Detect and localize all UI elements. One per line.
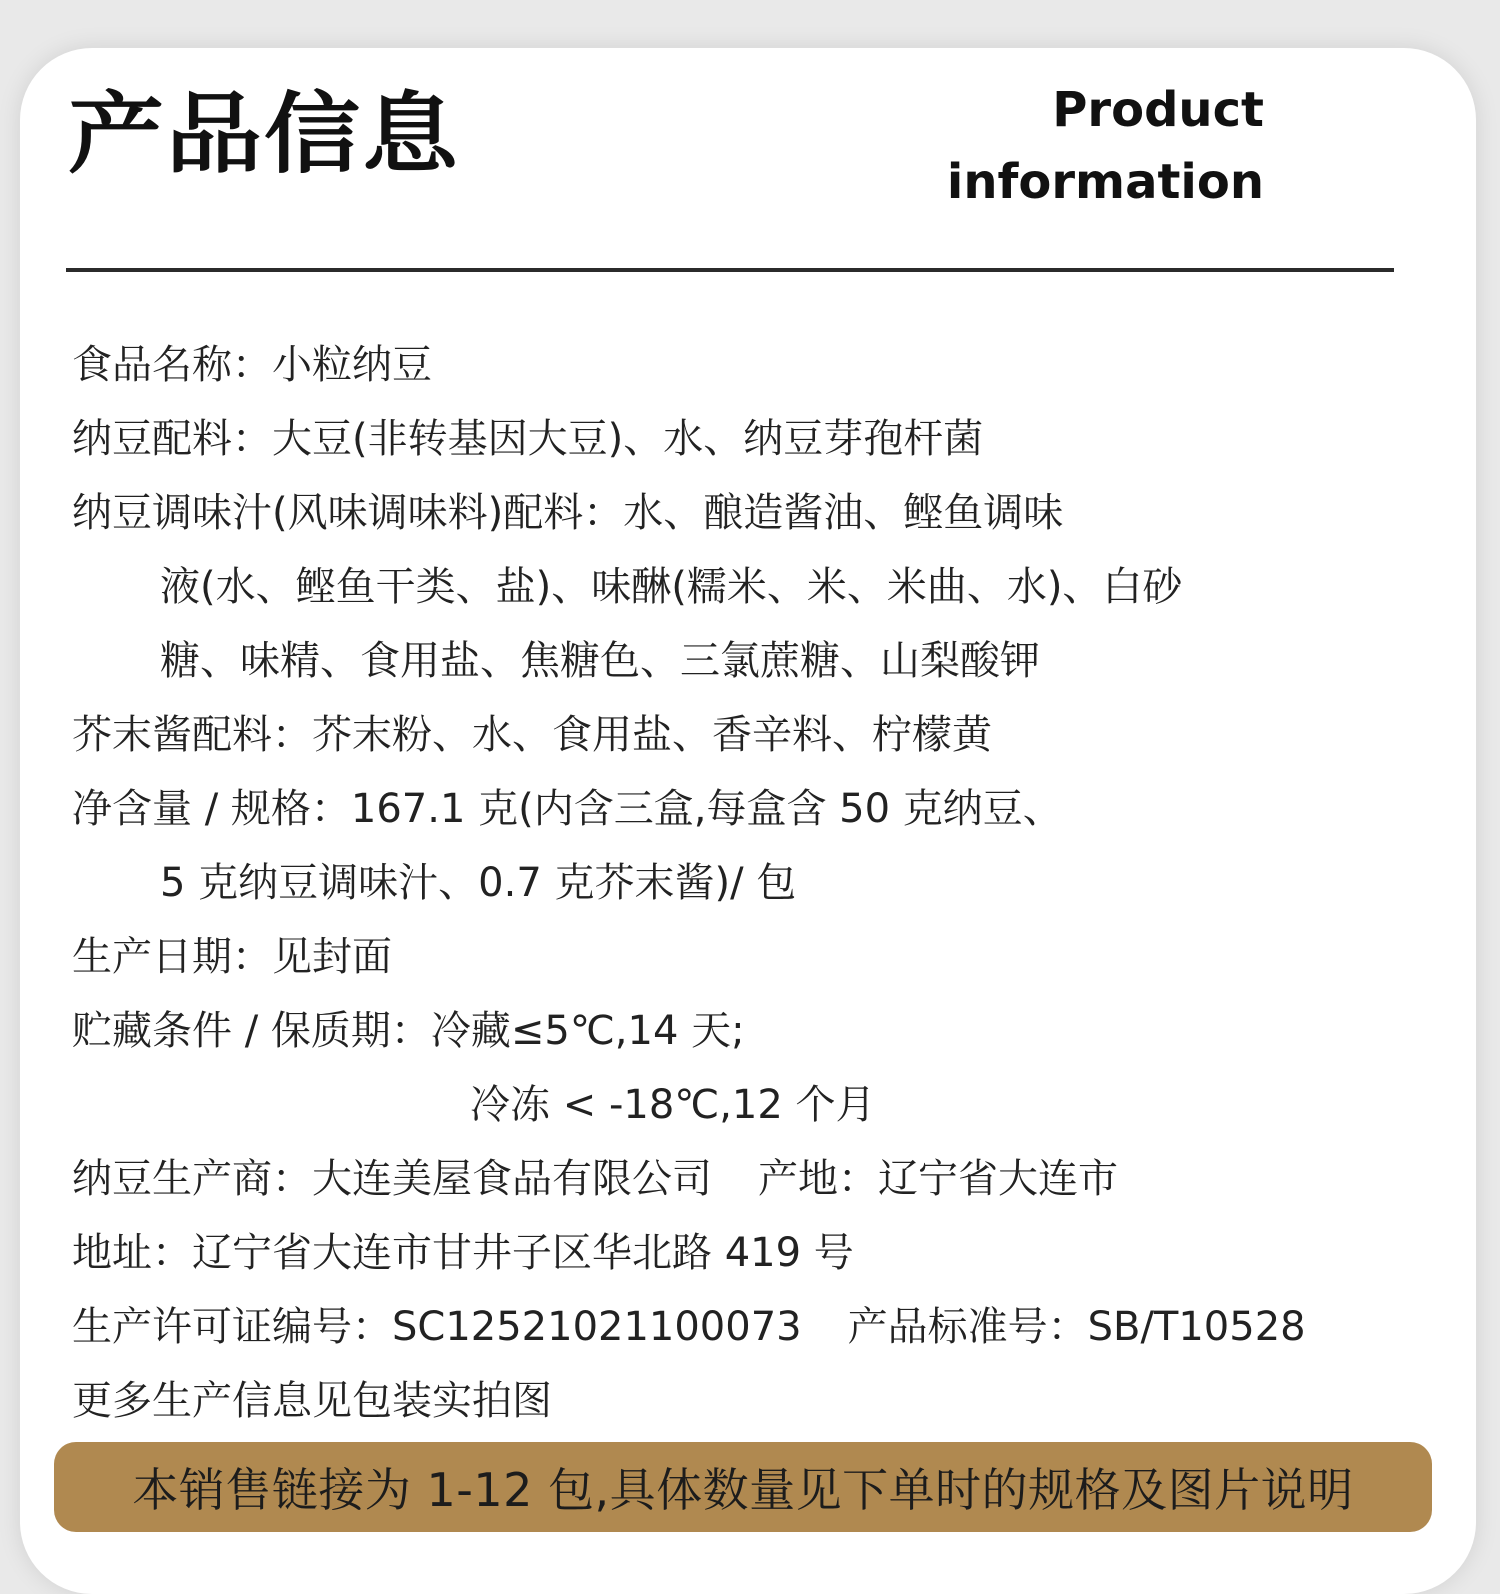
product-info-card (20, 48, 1476, 1594)
info-standard: 产品标准号：SB/T10528 (847, 1304, 1306, 1350)
info-list (72, 328, 1306, 1438)
page-title: 产品信息 (68, 82, 460, 186)
info-storage-2: 冷冻 < -18℃,12 个月 (470, 1082, 876, 1128)
info-production-date: 生产日期：见封面 (72, 934, 392, 980)
info-license: 生产许可证编号：SC12521021100073 (72, 1304, 802, 1350)
page-title-english (947, 74, 1264, 218)
info-manufacturer: 纳豆生产商：大连美屋食品有限公司 (72, 1156, 712, 1202)
info-natto-ingredients: 纳豆配料：大豆(非转基因大豆)、水、纳豆芽孢杆菌 (72, 416, 984, 462)
sales-notice-banner (54, 1442, 1432, 1532)
title-en-line-2: information (946, 154, 1264, 210)
info-sauce-ingredients-2: 液(水、鲣鱼干类、盐)、味醂(糯米、米、米曲、水)、白砂 (160, 564, 1183, 610)
title-en-line-1: Product (1052, 82, 1264, 138)
info-storage-1: 贮藏条件 / 保质期：冷藏≤5℃,14 天; (72, 1008, 745, 1054)
info-sauce-ingredients-1: 纳豆调味汁(风味调味料)配料：水、酿造酱油、鲣鱼调味 (72, 490, 1064, 536)
info-net-content-1: 净含量 / 规格：167.1 克(内含三盒,每盒含 50 克纳豆、 (72, 786, 1063, 832)
sales-notice-text: 本销售链接为 1-12 包,具体数量见下单时的规格及图片说明 (132, 1463, 1354, 1517)
info-more: 更多生产信息见包装实拍图 (72, 1378, 552, 1424)
info-license-row (72, 1290, 1306, 1364)
header-divider (66, 268, 1394, 272)
info-food-name: 食品名称：小粒纳豆 (72, 342, 432, 388)
info-net-content-2: 5 克纳豆调味汁、0.7 克芥末酱)/ 包 (160, 860, 797, 906)
info-origin: 产地：辽宁省大连市 (758, 1156, 1118, 1202)
info-sauce-ingredients-3: 糖、味精、食用盐、焦糖色、三氯蔗糖、山梨酸钾 (160, 638, 1040, 684)
info-manufacturer-row (72, 1142, 1306, 1216)
info-mustard-ingredients: 芥末酱配料：芥末粉、水、食用盐、香辛料、柠檬黄 (72, 712, 992, 758)
info-address: 地址：辽宁省大连市甘井子区华北路 419 号 (72, 1230, 854, 1276)
